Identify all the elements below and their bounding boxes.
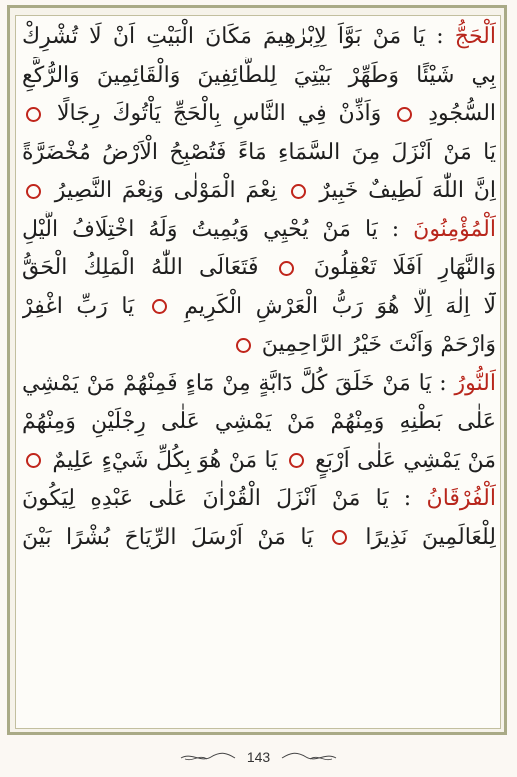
text-line	[22, 519, 496, 558]
text-line	[22, 18, 496, 57]
verse-text: : يَا مَنْ يُحْيِي وَيُمِيتُ وَلَهُ اخْتِلَافُ الَّيْلِ	[22, 216, 400, 242]
prayer-text-block	[22, 18, 496, 723]
surah-name: اَلْحَجُّ	[454, 24, 496, 49]
verse-text: نِعْمَ الْمَوْلٰى وَنِعْمَ النَّصِيرُ	[54, 178, 277, 203]
text-line	[22, 480, 496, 519]
ayah-end-circle-icon	[26, 184, 41, 199]
surah-name: اَلنُّورُ	[454, 370, 496, 396]
text-line	[22, 442, 496, 481]
text-line	[22, 57, 496, 96]
verse-text: لِلْعَالَمِينَ نَذِيرًا	[365, 524, 496, 550]
ayah-end-circle-icon	[152, 299, 167, 314]
ayah-end-circle-icon	[26, 107, 41, 122]
text-line	[22, 326, 496, 365]
verse-text: وَالنَّهَارِ اَفَلَا تَعْقِلُونَ	[313, 255, 496, 280]
text-line	[22, 365, 496, 404]
verse-text: عَلٰى بَطْنِهِ وَمِنْهُمْ مَنْ يَمْشِي عَلٰى رِجْلَيْنِ وَمِنْهُمْ	[22, 409, 496, 434]
verse-text: مَنْ يَمْشِي عَلٰى اَرْبَعٍ	[315, 447, 496, 473]
verse-text: السُّجُودِ	[428, 101, 496, 126]
verse-text: : يَا مَنْ بَوَّاَ لِاِبْرٰهِيمَ مَكَانَ الْبَيْتِ اَنْ لَا تُشْرِكْ	[22, 24, 444, 49]
text-line	[22, 172, 496, 211]
ayah-end-circle-icon	[236, 338, 251, 353]
ayah-end-circle-icon	[279, 261, 294, 276]
verse-text: اِنَّ اللّٰهَ لَطِيفٌ خَبِيرٌ	[319, 178, 496, 203]
text-line	[22, 403, 496, 442]
verse-text: وَاَذِّنْ فِي النَّاسِ بِالْحَجِّ يَاْتُوكَ رِجَالًا	[56, 101, 382, 126]
verse-text: فَتَعَالَى اللّٰهُ الْمَلِكُ الْحَقُّ	[22, 255, 259, 280]
ayah-end-circle-icon	[291, 184, 306, 199]
verse-text: يَا مَنْ هُوَ بِكُلِّ شَيْءٍ عَلِيمٌ	[52, 447, 278, 473]
page-footer	[0, 745, 517, 769]
verse-text: : يَا مَنْ اَنْزَلَ الْقُرْاٰنَ عَلٰى عَبْدِهِ لِيَكُونَ	[22, 486, 412, 511]
verse-text: : يَا مَنْ خَلَقَ كُلَّ دَٓابَّةٍ مِنْ مَٓاءٍ فَمِنْهُمْ مَنْ يَمْشِي	[22, 370, 447, 396]
swash-ornament-icon	[179, 750, 237, 764]
verse-text: يَا مَنْ اَنْزَلَ مِنَ السَّمَاءِ مَاءً فَتُصْبِحُ الْاَرْضُ مُخْضَرَّةً	[22, 139, 496, 165]
verse-text: لَٓا اِلٰهَ اِلَّا هُوَ رَبُّ الْعَرْشِ الْكَرِيمِ	[184, 293, 496, 319]
verse-text: بِي شَيْئًا وَطَهِّرْ بَيْتِيَ لِلطَّائِفِينَ وَالْقَائِمِينَ وَالرُّكَّعِ	[22, 62, 496, 88]
ayah-end-circle-icon	[26, 453, 41, 468]
text-line	[22, 249, 496, 288]
swash-ornament-icon	[280, 750, 338, 764]
verse-text: وَارْحَمْ وَاَنْتَ خَيْرُ الرَّاحِمِينَ	[261, 332, 496, 357]
page-number: 143	[246, 749, 271, 765]
ayah-end-circle-icon	[289, 453, 304, 468]
verse-text: يَا مَنْ اَرْسَلَ الرِّيَاحَ بُشْرًا بَيْنَ	[22, 524, 314, 550]
ayah-end-circle-icon	[397, 107, 412, 122]
text-line	[22, 288, 496, 327]
text-line	[22, 211, 496, 250]
surah-name: اَلْفُرْقَانُ	[426, 486, 496, 511]
text-line	[22, 95, 496, 134]
verse-text: يَا رَبِّ اغْفِرْ	[22, 293, 135, 319]
ayah-end-circle-icon	[332, 530, 347, 545]
surah-name: اَلْمُؤْمِنُونَ	[413, 216, 496, 242]
text-line	[22, 134, 496, 173]
